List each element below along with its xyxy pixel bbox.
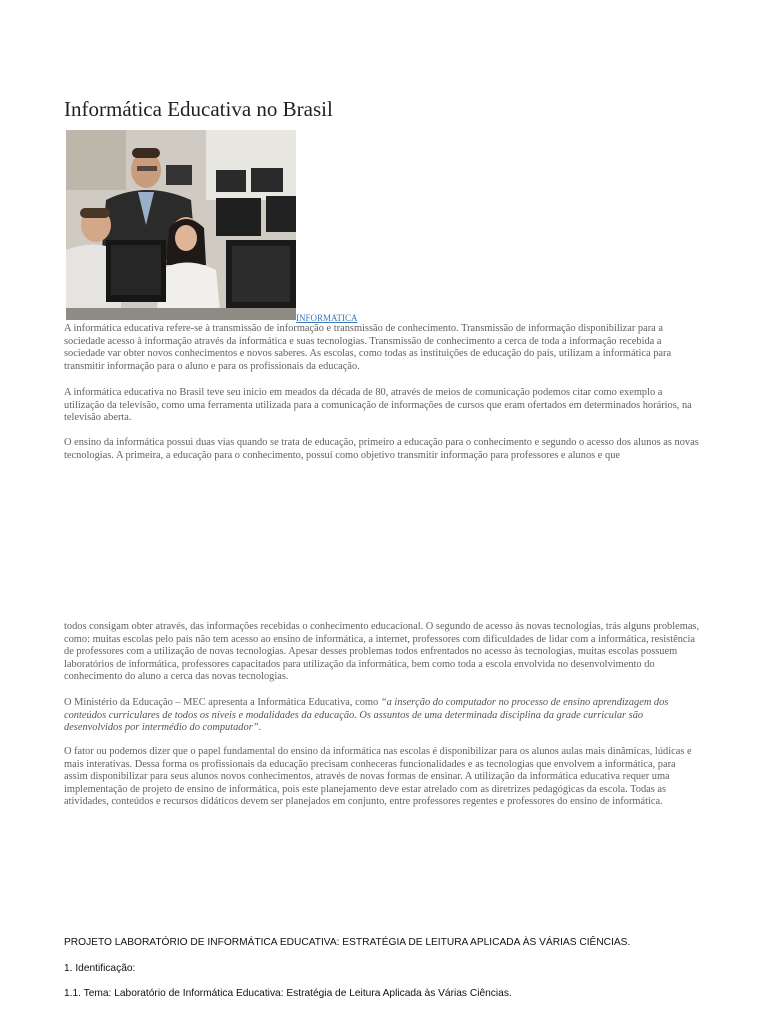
project-heading: PROJETO LABORATÓRIO DE INFORMÁTICA EDUCATIVA: ESTRATÉGIA DE LEITURA APLICADA ÀS VÁRIAS CIÊNCIAS. bbox=[64, 937, 631, 948]
mec-quote: “a inserção do computador no processo de ensino aprendizagem dos conteúdos curriculares de todos os níveis e modalidades da educação. Os assuntos de uma determinada disciplina da grade curricular são desenvolvidos por intermédio do computador” bbox=[64, 697, 669, 734]
paragraph-4: todos consigam obter através, das informações recebidas o conhecimento educacional. O segundo de acesso às novas tecnologias, trás alguns problemas, como: muitas escolas pelo país não tem acesso ao ensino de informática, a internet, professores com dificuldades de lidar com a informática, resistência de professores com a utilização de novas tecnologias. Apesar desses problemas todos enfrentados no acesso às tecnologias, muitas escolas possuem laboratórios de informática, professores capacitados para utilização da informática, bem como toda a escola envolvida no desenvolvimento do conhecimento do aluno a cerca das novas tecnologias. bbox=[64, 621, 700, 683]
theme-item: 1.1. Tema: Laboratório de Informática Educativa: Estratégia de Leitura Aplicada às Várias Ciências. bbox=[64, 988, 512, 999]
mec-intro-text: O Ministério da Educação – MEC apresenta a Informática Educativa, como bbox=[64, 697, 381, 708]
page-title: Informática Educativa no Brasil bbox=[64, 97, 333, 121]
classroom-photo bbox=[66, 130, 296, 320]
identification-item: 1. Identificação: bbox=[64, 963, 136, 974]
mec-paragraph bbox=[64, 697, 700, 735]
informatica-link[interactable]: INFORMATICA bbox=[296, 313, 358, 323]
mec-end-text: . bbox=[258, 722, 262, 734]
paragraph-3: O ensino da informática possui duas vias quando se trata de educação, primeiro a educação para o conhecimento e segundo o acesso dos alunos as novas tecnologias. A primeira, a educação para o conhecimento, possuí como objetivo transmitir informação para professores e alunos e que bbox=[64, 437, 699, 461]
paragraph-2: A informática educativa no Brasil teve seu inicio em meados da década de 80, através de meios de comunicação podemos citar como exemplo a utilização da televisão, como uma ferramenta utilizada para a comunicação de informações de cursos que eram ofertados em determinados horários, na televisão aberta. bbox=[64, 387, 692, 424]
closing-paragraph: O fator ou podemos dizer que o papel fundamental do ensino da informática nas escolas é disponibilizar para os alunos aulas mais dinâmicas, lúdicas e mais interativas. Dessa forma os profissionais da educação precisam conheceras funcionalidades e as tecnologias que envolvem a informática, para assim disponibilizar para seus alunos novos conhecimentos, através de novas formas de ensinar. A utilização da informática educativa requer uma implementação de projeto de ensino de informática, pois este planejamento deve estar atrelado com as diretrizes pedagógicas da escola. Todas as atividades, conteúdos e recursos didáticos devem ser planejados em conjunto, entre professores regentes e professores do ensino de informática. bbox=[64, 746, 692, 808]
paragraph-1: A informática educativa refere-se à transmissão de informação e transmissão de conhecimento. Transmissão de informação disponibilizar para a sociedade acesso à informação através da informática e suas tecnologias. Transmissão de conhecimento a cerca de toda a informação recebida a sociedade var obter novos conhecimentos e novos saberes. As escolas, como todas as instituições de educação do país, utilizam a informática para transmitir informação para o aluno e para os profissionais da educação. bbox=[64, 323, 672, 372]
